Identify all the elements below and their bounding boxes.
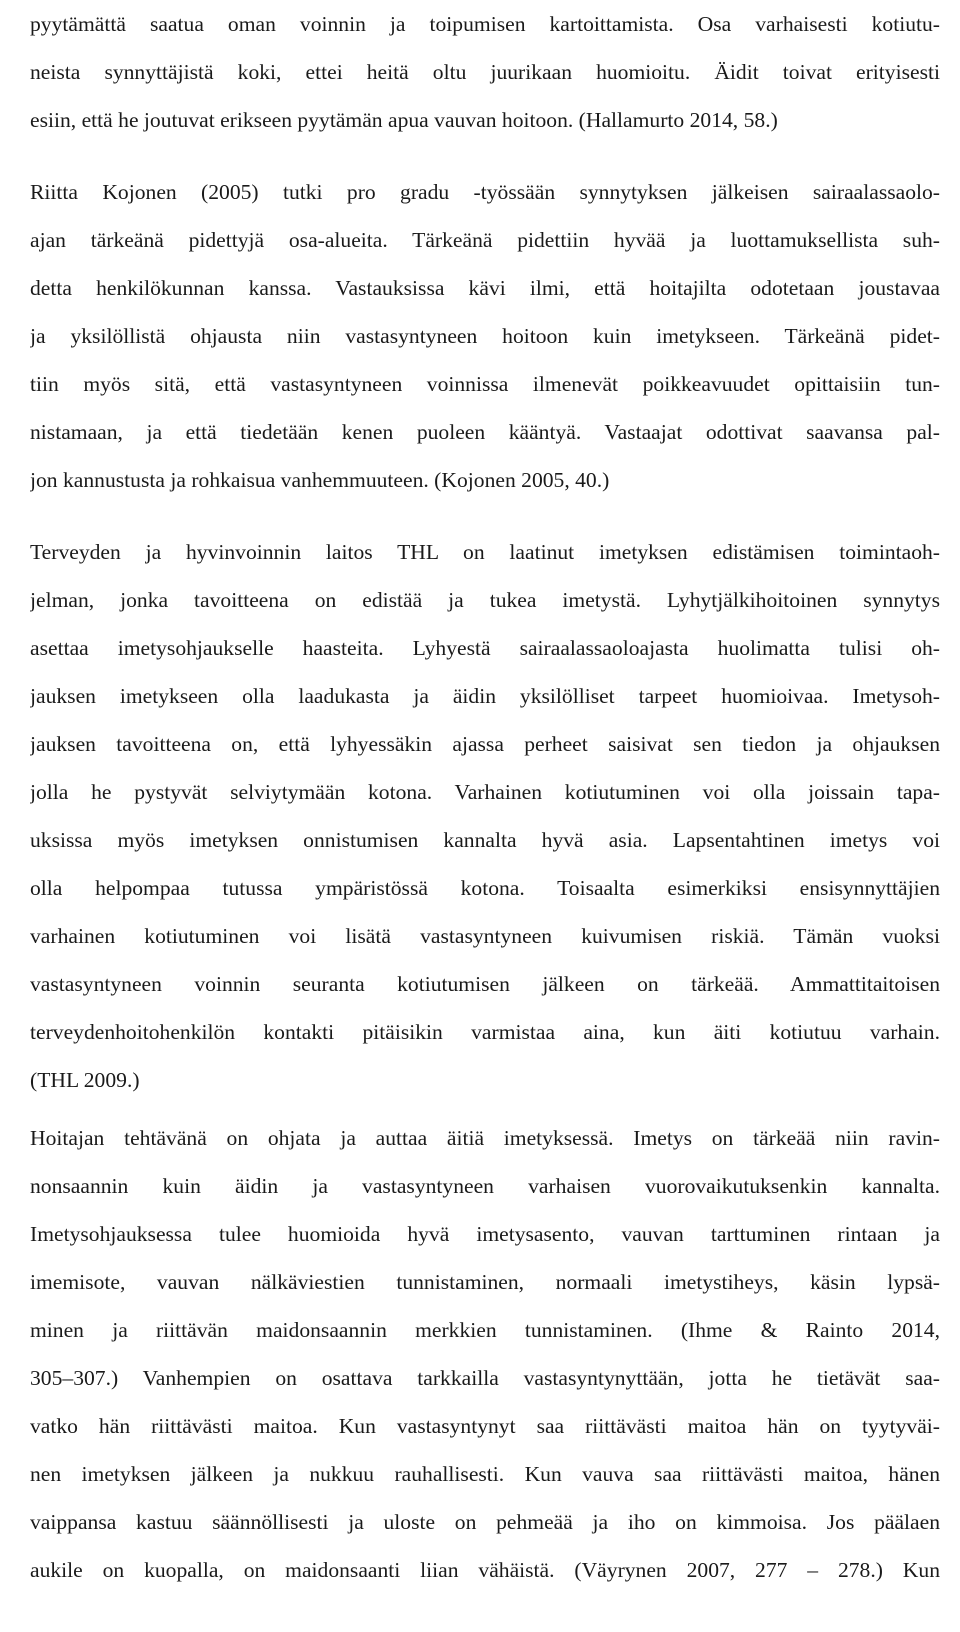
text-line: jelman, jonka tavoitteena on edistää ja tukea imetystä. Lyhytjälkihoitoinen synnytys: [30, 588, 940, 612]
text-line: nistamaan, ja että tiedetään kenen puoleen kääntyä. Vastaajat odottivat saavansa pal-: [30, 420, 940, 444]
paragraph-2: [30, 168, 940, 504]
text-line: ajan tärkeänä pidettyjä osa-alueita. Tärkeänä pidettiin hyvää ja luottamuksellista suh-: [30, 228, 940, 252]
text-line: vastasyntyneen voinnin seuranta kotiutumisen jälkeen on tärkeää. Ammattitaitoisen: [30, 972, 940, 996]
paragraph-3: [30, 528, 940, 1104]
text-line: esiin, että he joutuvat erikseen pyytämän apua vauvan hoitoon. (Hallamurto 2014, 58.): [30, 108, 778, 132]
text-line: aukile on kuopalla, on maidonsaanti liian vähäistä. (Väyrynen 2007, 277 – 278.) Kun: [30, 1558, 940, 1582]
text-line: (THL 2009.): [30, 1068, 140, 1092]
text-line: imemisote, vauvan nälkäviestien tunnistaminen, normaali imetystiheys, käsin lypsä-: [30, 1270, 940, 1294]
text-line: nen imetyksen jälkeen ja nukkuu rauhallisesti. Kun vauva saa riittävästi maitoa, hänen: [30, 1462, 940, 1486]
text-line: neista synnyttäjistä koki, ettei heitä oltu juurikaan huomioitu. Äidit toivat erityisesti: [30, 60, 940, 84]
text-line: Riitta Kojonen (2005) tutki pro gradu -työssään synnytyksen jälkeisen sairaalassaolo-: [30, 180, 940, 204]
text-line: detta henkilökunnan kanssa. Vastauksissa kävi ilmi, että hoitajilta odotetaan joustavaa: [30, 276, 940, 300]
text-line: vaippansa kastuu säännöllisesti ja uloste on pehmeää ja iho on kimmoisa. Jos päälaen: [30, 1510, 940, 1534]
text-line: jauksen tavoitteena on, että lyhyessäkin ajassa perheet saisivat sen tiedon ja ohjauksen: [30, 732, 940, 756]
document-page: [30, 0, 940, 1632]
text-line: nonsaannin kuin äidin ja vastasyntyneen varhaisen vuorovaikutuksenkin kannalta.: [30, 1174, 940, 1198]
text-line: vatko hän riittävästi maitoa. Kun vastasyntynyt saa riittävästi maitoa hän on tyytyväi-: [30, 1414, 940, 1438]
text-line: jauksen imetykseen olla laadukasta ja äidin yksilölliset tarpeet huomioivaa. Imetysoh-: [30, 684, 940, 708]
paragraph-4: [30, 1114, 940, 1594]
text-line: pyytämättä saatua oman voinnin ja toipumisen kartoittamista. Osa varhaisesti kotiutu-: [30, 12, 940, 36]
text-line: ja yksilöllistä ohjausta niin vastasyntyneen hoitoon kuin imetykseen. Tärkeänä pidet-: [30, 324, 940, 348]
text-line: uksissa myös imetyksen onnistumisen kannalta hyvä asia. Lapsentahtinen imetys voi: [30, 828, 940, 852]
text-line: asettaa imetysohjaukselle haasteita. Lyhyestä sairaalassaoloajasta huolimatta tulisi oh-: [30, 636, 940, 660]
text-line: Terveyden ja hyvinvoinnin laitos THL on laatinut imetyksen edistämisen toimintaoh-: [30, 540, 940, 564]
text-line: 305–307.) Vanhempien on osattava tarkkailla vastasyntynyttään, jotta he tietävät saa-: [30, 1366, 940, 1390]
text-line: minen ja riittävän maidonsaannin merkkien tunnistaminen. (Ihme & Rainto 2014,: [30, 1318, 940, 1342]
text-line: olla helpompaa tutussa ympäristössä kotona. Toisaalta esimerkiksi ensisynnyttäjien: [30, 876, 940, 900]
text-line: jon kannustusta ja rohkaisua vanhemmuuteen. (Kojonen 2005, 40.): [30, 468, 610, 492]
text-line: jolla he pystyvät selviytymään kotona. Varhainen kotiutuminen voi olla joissain tapa-: [30, 780, 940, 804]
text-line: Imetysohjauksessa tulee huomioida hyvä imetysasento, vauvan tarttuminen rintaan ja: [30, 1222, 940, 1246]
text-line: Hoitajan tehtävänä on ohjata ja auttaa äitiä imetyksessä. Imetys on tärkeää niin ravin-: [30, 1126, 940, 1150]
text-line: terveydenhoitohenkilön kontakti pitäisikin varmistaa aina, kun äiti kotiutuu varhain.: [30, 1020, 940, 1044]
paragraph-1: [30, 0, 940, 144]
text-line: tiin myös sitä, että vastasyntyneen voinnissa ilmenevät poikkeavuudet opittaisiin tun-: [30, 372, 940, 396]
text-line: varhainen kotiutuminen voi lisätä vastasyntyneen kuivumisen riskiä. Tämän vuoksi: [30, 924, 940, 948]
